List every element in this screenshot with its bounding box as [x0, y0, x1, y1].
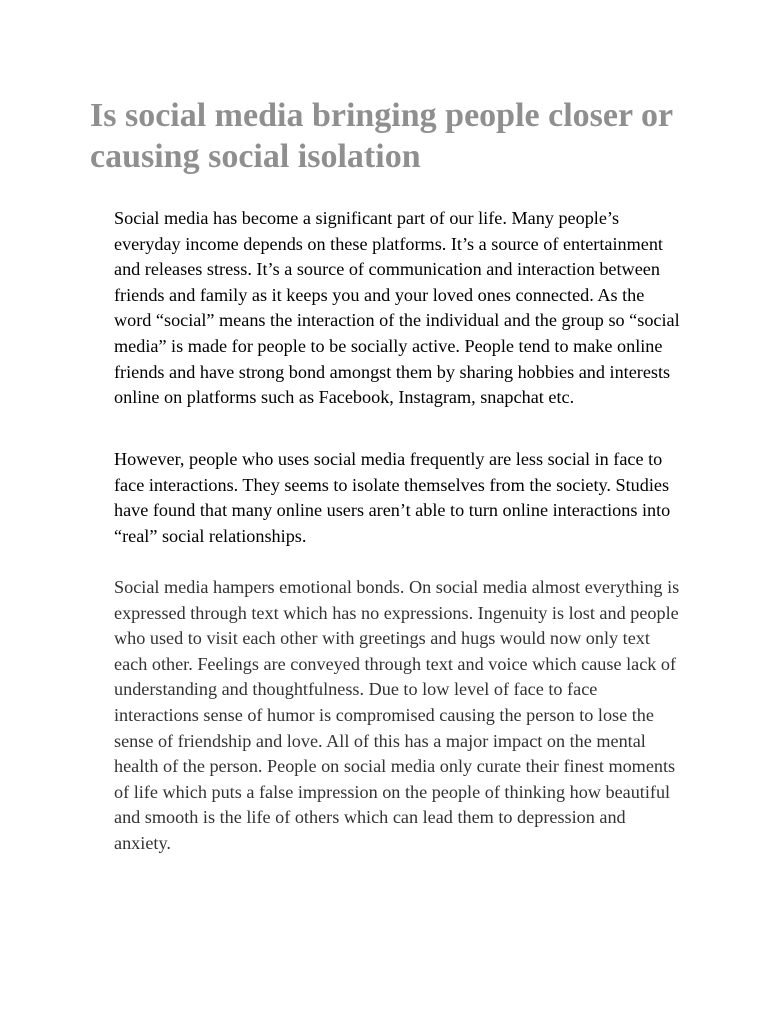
- paragraph-isolation: However, people who uses social media frequently are less social in face to face interactions. They seems to isolate themselves from the society. Studies have found that many online users aren’t able to turn online interactions into “real” social relationships.: [114, 449, 671, 546]
- page-title: Is social media bringing people closer or causing social isolation: [90, 97, 673, 175]
- paragraph-emotional-bonds: Social media hampers emotional bonds. On social media almost everything is expressed through text which has no expressions. Ingenuity is lost and people who used to visit each other with greetings and hugs would now only text each other. Feelings are conveyed through text and voice which cause lack of understanding and thoughtfulness. Due to low level of face to face interactions sense of humor is compromised causing the person to lose the sense of friendship and love. All of this has a major impact on the mental health of the person. People on social media only curate their finest moments of life which puts a false impression on the people of thinking how beautiful and smooth is the life of others which can lead them to depression and anxiety.: [114, 577, 680, 853]
- paragraph-intro: Social media has become a significant part of our life. Many people’s everyday income depends on these platforms. It’s a source of entertainment and releases stress. It’s a source of communication and interaction between friends and family as it keeps you and your loved ones connected. As the word “social” means the interaction of the individual and the group so “social media” is made for people to be socially active. People tend to make online friends and have strong bond amongst them by sharing hobbies and interests online on platforms such as Facebook, Instagram, snapchat etc.: [114, 208, 680, 408]
